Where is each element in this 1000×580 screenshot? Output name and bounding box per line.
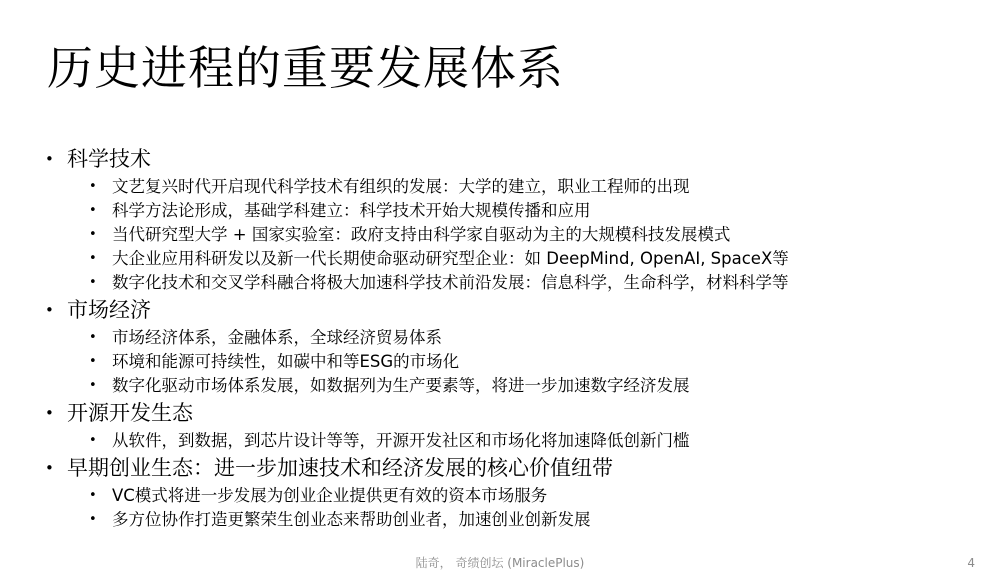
slide-title: 历史进程的重要发展体系 xyxy=(47,41,564,95)
section-heading-label: 市场经济 xyxy=(67,298,151,322)
list-item xyxy=(43,429,983,453)
bullet-icon: • xyxy=(89,433,97,448)
bullet-icon: • xyxy=(89,203,97,218)
bullet-icon: • xyxy=(89,251,97,266)
list-item-text: 多方位协作打造更繁荣生创业态来帮助创业者，加速创业创新发展 xyxy=(112,510,591,529)
bullet-icon: • xyxy=(45,404,54,422)
section-heading-market-economy xyxy=(43,295,983,326)
list-item-text: 数字化技术和交叉学科融合将极大加速科学技术前沿发展：信息科学，生命科学，材料科学等 xyxy=(112,273,789,292)
list-item xyxy=(43,484,983,508)
bullet-icon: • xyxy=(89,378,97,393)
list-item-text: 当代研究型大学 + 国家实验室：政府支持由科学家自驱动为主的大规模科技发展模式 xyxy=(112,225,731,244)
bullet-icon: • xyxy=(45,459,54,477)
list-item xyxy=(43,374,983,398)
list-item xyxy=(43,247,983,271)
list-item-text: VC模式将进一步发展为创业企业提供更有效的资本市场服务 xyxy=(112,486,548,505)
list-item-text: 大企业应用科研发以及新一代长期使命驱动研究型企业：如 DeepMind, OpenAI, SpaceX等 xyxy=(112,249,789,268)
list-item-text: 科学方法论形成，基础学科建立：科学技术开始大规模传播和应用 xyxy=(112,201,591,220)
list-item-text: 从软件，到数据，到芯片设计等等，开源开发社区和市场化将加速降低创新门槛 xyxy=(112,431,690,450)
bullet-icon: • xyxy=(89,488,97,503)
page-number: 4 xyxy=(967,556,975,570)
section-heading-label: 科学技术 xyxy=(67,147,151,171)
list-item xyxy=(43,175,983,199)
bullet-icon: • xyxy=(45,301,54,319)
slide-footer: 陆奇， 奇绩创坛 (MiraclePlus) xyxy=(415,556,585,570)
list-item-text: 环境和能源可持续性，如碳中和等ESG的市场化 xyxy=(112,352,460,371)
section-heading-science-technology xyxy=(43,144,983,175)
list-item-text: 市场经济体系，金融体系，全球经济贸易体系 xyxy=(112,328,442,347)
list-item xyxy=(43,199,983,223)
list-item xyxy=(43,508,983,532)
bullet-icon: • xyxy=(89,275,97,290)
bullet-icon: • xyxy=(89,227,97,242)
bullet-icon: • xyxy=(89,354,97,369)
section-heading-open-source xyxy=(43,398,983,429)
bullet-icon: • xyxy=(89,330,97,345)
list-item xyxy=(43,223,983,247)
section-heading-startup-ecosystem xyxy=(43,453,983,484)
bullet-icon: • xyxy=(89,512,97,527)
list-item xyxy=(43,271,983,295)
section-heading-label: 开源开发生态 xyxy=(67,401,193,425)
bullet-icon: • xyxy=(89,179,97,194)
section-heading-label: 早期创业生态：进一步加速技术和经济发展的核心价值纽带 xyxy=(67,456,613,480)
list-item-text: 文艺复兴时代开启现代科学技术有组织的发展：大学的建立，职业工程师的出现 xyxy=(112,177,690,196)
list-item xyxy=(43,326,983,350)
bullet-list xyxy=(43,144,983,532)
list-item xyxy=(43,350,983,374)
bullet-icon: • xyxy=(45,150,54,168)
list-item-text: 数字化驱动市场体系发展，如数据列为生产要素等，将进一步加速数字经济发展 xyxy=(112,376,690,395)
